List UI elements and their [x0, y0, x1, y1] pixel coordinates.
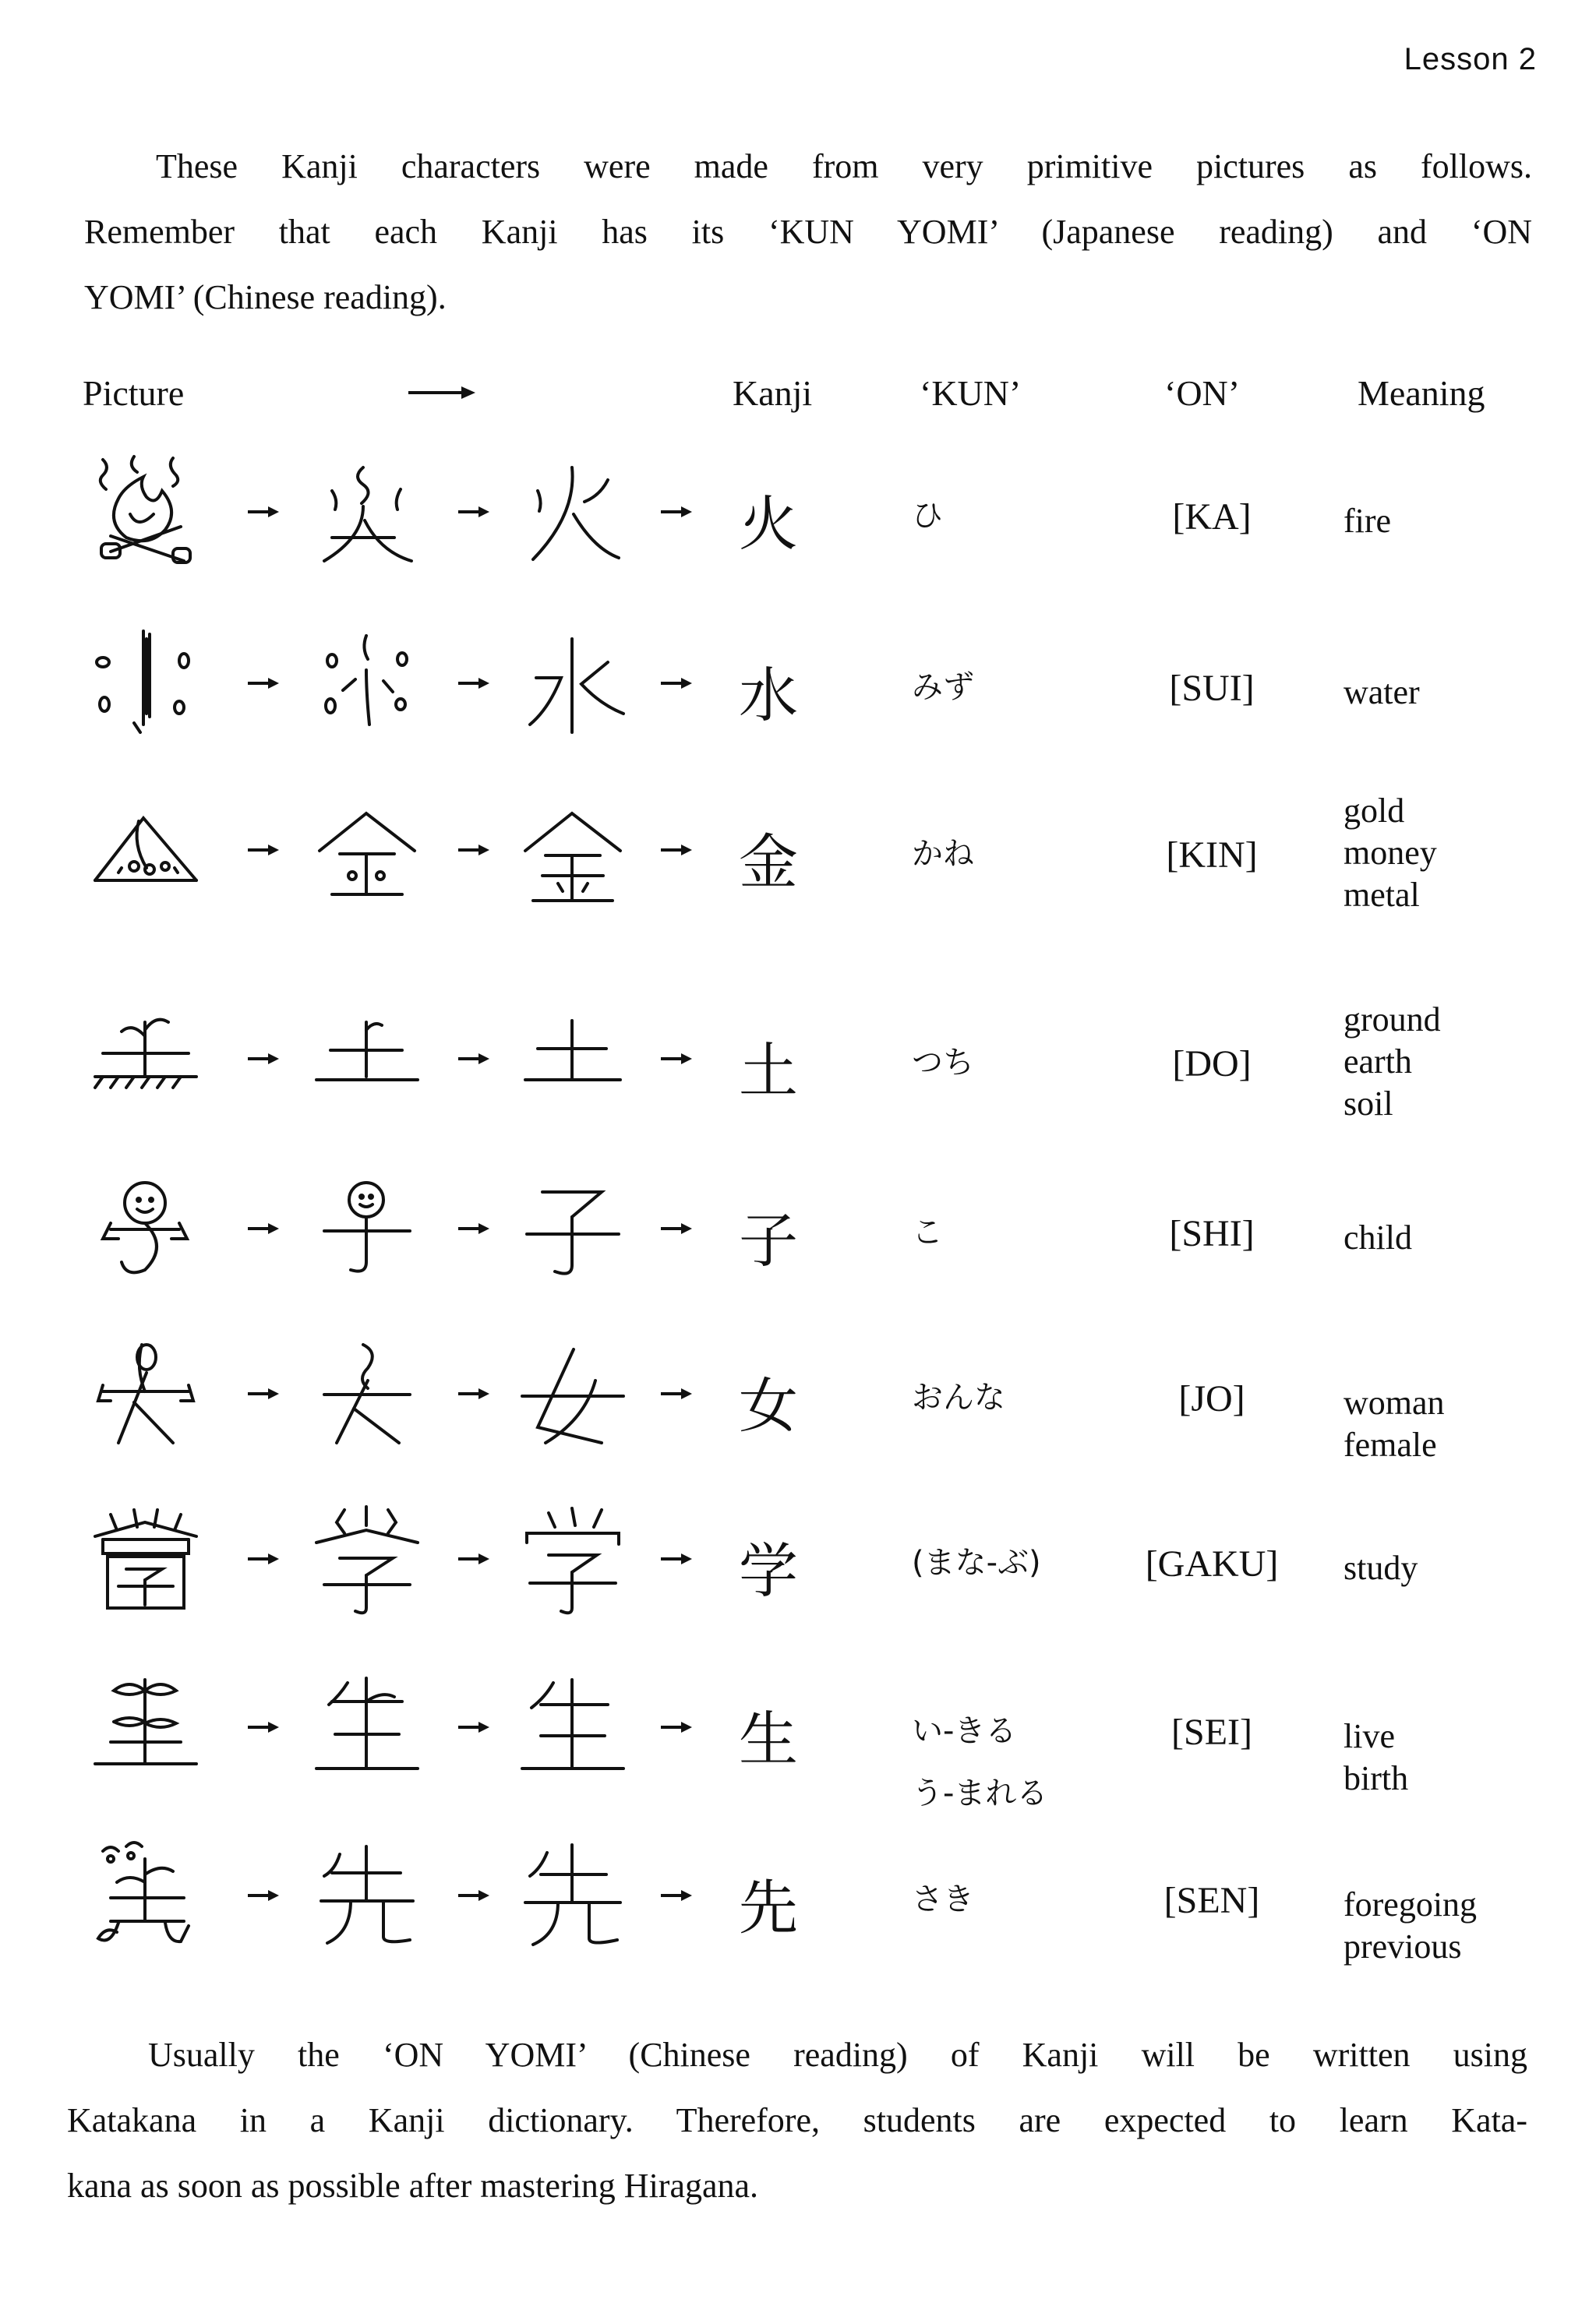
on-reading: [SEN]	[1163, 1880, 1260, 1921]
gold-picture-icon	[87, 795, 204, 912]
kanji-glyph: 水	[739, 661, 798, 730]
header-kanji: Kanji	[733, 373, 813, 413]
step-arrow-icon	[659, 500, 694, 524]
step-arrow-icon	[659, 1884, 694, 1907]
kanji-glyph: 火	[739, 489, 798, 559]
child-intermediate-1-icon	[309, 1169, 425, 1285]
meaning-line: live	[1344, 1717, 1395, 1755]
child-picture-icon	[87, 1169, 204, 1285]
kanji-row-study	[0, 1499, 1596, 1655]
kanji-glyph: 子	[739, 1206, 798, 1275]
water-intermediate-1-icon	[309, 623, 425, 740]
step-arrow-icon	[246, 838, 281, 862]
header-meaning: Meaning	[1358, 373, 1485, 413]
on-reading: [KA]	[1172, 496, 1252, 538]
step-arrow-icon	[457, 1217, 491, 1240]
step-arrow-icon	[659, 1716, 694, 1739]
kun-reading: ひ	[912, 498, 943, 534]
kun-reading: つち	[912, 1045, 974, 1081]
kanji-row-fire	[0, 452, 1596, 608]
kanji-glyph: 生	[739, 1705, 798, 1774]
ground-picture-icon	[87, 999, 204, 1116]
kanji-row-foregoing	[0, 1836, 1596, 1991]
kun-reading-line: い-きる	[912, 1713, 1017, 1749]
meaning-line: study	[1344, 1549, 1418, 1587]
foregoing-intermediate-1-icon	[309, 1836, 425, 1952]
study-intermediate-1-icon	[309, 1499, 425, 1616]
intro-line: Remember that each Kanji has its ‘KUN YOMI’ (Japanese reading) and ‘ON	[84, 213, 1532, 251]
foregoing-picture-icon	[87, 1836, 204, 1952]
meaning-line: fire	[1344, 502, 1392, 540]
kanji-row-gold	[0, 790, 1596, 946]
meaning	[1344, 1217, 1412, 1259]
kanji-glyph: 学	[739, 1536, 798, 1606]
meaning-line: foregoing	[1344, 1885, 1478, 1924]
kun-reading: (まな-ぶ)	[912, 1545, 1041, 1581]
step-arrow-icon	[246, 1716, 281, 1739]
lesson-header: Lesson 2	[1404, 42, 1537, 76]
kanji-glyph: 女	[739, 1371, 798, 1441]
kanji-row-child	[0, 1169, 1596, 1324]
kanji-row-woman	[0, 1334, 1596, 1490]
live-intermediate-2-icon	[514, 1667, 631, 1784]
intro-paragraph	[84, 134, 1532, 330]
step-arrow-icon	[246, 1047, 281, 1070]
outro-paragraph	[67, 2022, 1527, 2219]
kanji-glyph: 先	[739, 1873, 798, 1942]
kun-reading: かね	[912, 836, 974, 872]
kun-reading: みず	[912, 669, 974, 705]
kanji-row-water	[0, 623, 1596, 779]
meaning	[1344, 1547, 1418, 1589]
kun-reading: おんな	[912, 1380, 1005, 1416]
meaning-line: birth	[1344, 1759, 1409, 1797]
meaning-line: gold	[1344, 792, 1405, 830]
kanji-row-ground	[0, 999, 1596, 1155]
step-arrow-icon	[457, 1547, 491, 1571]
step-arrow-icon	[246, 1217, 281, 1240]
meaning-line: child	[1344, 1218, 1412, 1257]
header-kun: ‘KUN’	[920, 373, 1022, 413]
meaning	[1344, 672, 1420, 714]
ground-intermediate-1-icon	[309, 999, 425, 1116]
foregoing-intermediate-2-icon	[514, 1836, 631, 1952]
step-arrow-icon	[457, 1382, 491, 1405]
step-arrow-icon	[457, 500, 491, 524]
step-arrow-icon	[457, 838, 491, 862]
step-arrow-icon	[246, 1547, 281, 1571]
meaning	[1344, 790, 1437, 916]
kun-reading: こ	[912, 1215, 943, 1250]
child-intermediate-2-icon	[514, 1169, 631, 1285]
meaning-line: female	[1344, 1426, 1437, 1464]
meaning	[1344, 500, 1391, 542]
step-arrow-icon	[457, 1884, 491, 1907]
meaning-line: woman	[1344, 1384, 1445, 1422]
ground-intermediate-2-icon	[514, 999, 631, 1116]
on-reading: [JO]	[1178, 1378, 1245, 1419]
meaning-line: earth	[1344, 1042, 1412, 1081]
kanji-glyph: 土	[739, 1036, 798, 1106]
step-arrow-icon	[246, 500, 281, 524]
water-picture-icon	[87, 623, 204, 740]
water-intermediate-2-icon	[514, 623, 631, 740]
meaning	[1344, 999, 1441, 1125]
on-reading: [SEI]	[1171, 1712, 1252, 1753]
step-arrow-icon	[659, 1047, 694, 1070]
meaning-line: water	[1344, 673, 1420, 711]
step-arrow-icon	[246, 1884, 281, 1907]
header-arrow-icon	[407, 377, 477, 408]
woman-intermediate-1-icon	[309, 1334, 425, 1451]
step-arrow-icon	[246, 672, 281, 695]
intro-line: YOMI’ (Chinese reading).	[84, 278, 447, 316]
kanji-glyph: 金	[739, 827, 798, 897]
gold-intermediate-1-icon	[309, 795, 425, 912]
on-reading: [SHI]	[1169, 1213, 1255, 1254]
step-arrow-icon	[457, 672, 491, 695]
on-reading: [SUI]	[1169, 668, 1255, 709]
step-arrow-icon	[246, 1382, 281, 1405]
step-arrow-icon	[659, 672, 694, 695]
outro-line: Usually the ‘ON YOMI’ (Chinese reading) of Kanji will be written using	[148, 2036, 1527, 2074]
live-intermediate-1-icon	[309, 1667, 425, 1784]
meaning	[1344, 1382, 1445, 1466]
fire-picture-icon	[87, 452, 204, 569]
meaning-line: metal	[1344, 876, 1420, 914]
step-arrow-icon	[457, 1716, 491, 1739]
on-reading: [GAKU]	[1145, 1543, 1279, 1585]
live-picture-icon	[87, 1667, 204, 1784]
study-intermediate-2-icon	[514, 1499, 631, 1616]
fire-intermediate-1-icon	[309, 452, 425, 569]
header-picture: Picture	[83, 373, 185, 413]
study-picture-icon	[87, 1499, 204, 1616]
step-arrow-icon	[659, 838, 694, 862]
on-reading: [KIN]	[1166, 834, 1258, 876]
header-on: ‘ON’	[1164, 373, 1241, 413]
outro-line: Katakana in a Kanji dictionary. Therefore, students are expected to learn Kata-	[67, 2101, 1527, 2139]
meaning	[1344, 1884, 1477, 1968]
intro-line: These Kanji characters were made from very primitive pictures as follows.	[156, 147, 1532, 185]
woman-picture-icon	[87, 1334, 204, 1451]
outro-line: kana as soon as possible after mastering Hiragana.	[67, 2167, 759, 2205]
meaning	[1344, 1716, 1408, 1800]
kun-reading-line: う-まれる	[912, 1776, 1048, 1811]
meaning-line: soil	[1344, 1084, 1393, 1123]
meaning-line: money	[1344, 834, 1437, 872]
step-arrow-icon	[659, 1382, 694, 1405]
woman-intermediate-2-icon	[514, 1334, 631, 1451]
kun-reading	[912, 1700, 1047, 1825]
kun-reading: さき	[912, 1881, 974, 1917]
step-arrow-icon	[659, 1547, 694, 1571]
kanji-row-live	[0, 1667, 1596, 1823]
fire-intermediate-2-icon	[514, 452, 631, 569]
step-arrow-icon	[659, 1217, 694, 1240]
step-arrow-icon	[457, 1047, 491, 1070]
meaning-line: previous	[1344, 1927, 1462, 1966]
on-reading: [DO]	[1172, 1043, 1252, 1084]
gold-intermediate-2-icon	[514, 795, 631, 912]
meaning-line: ground	[1344, 1000, 1441, 1039]
